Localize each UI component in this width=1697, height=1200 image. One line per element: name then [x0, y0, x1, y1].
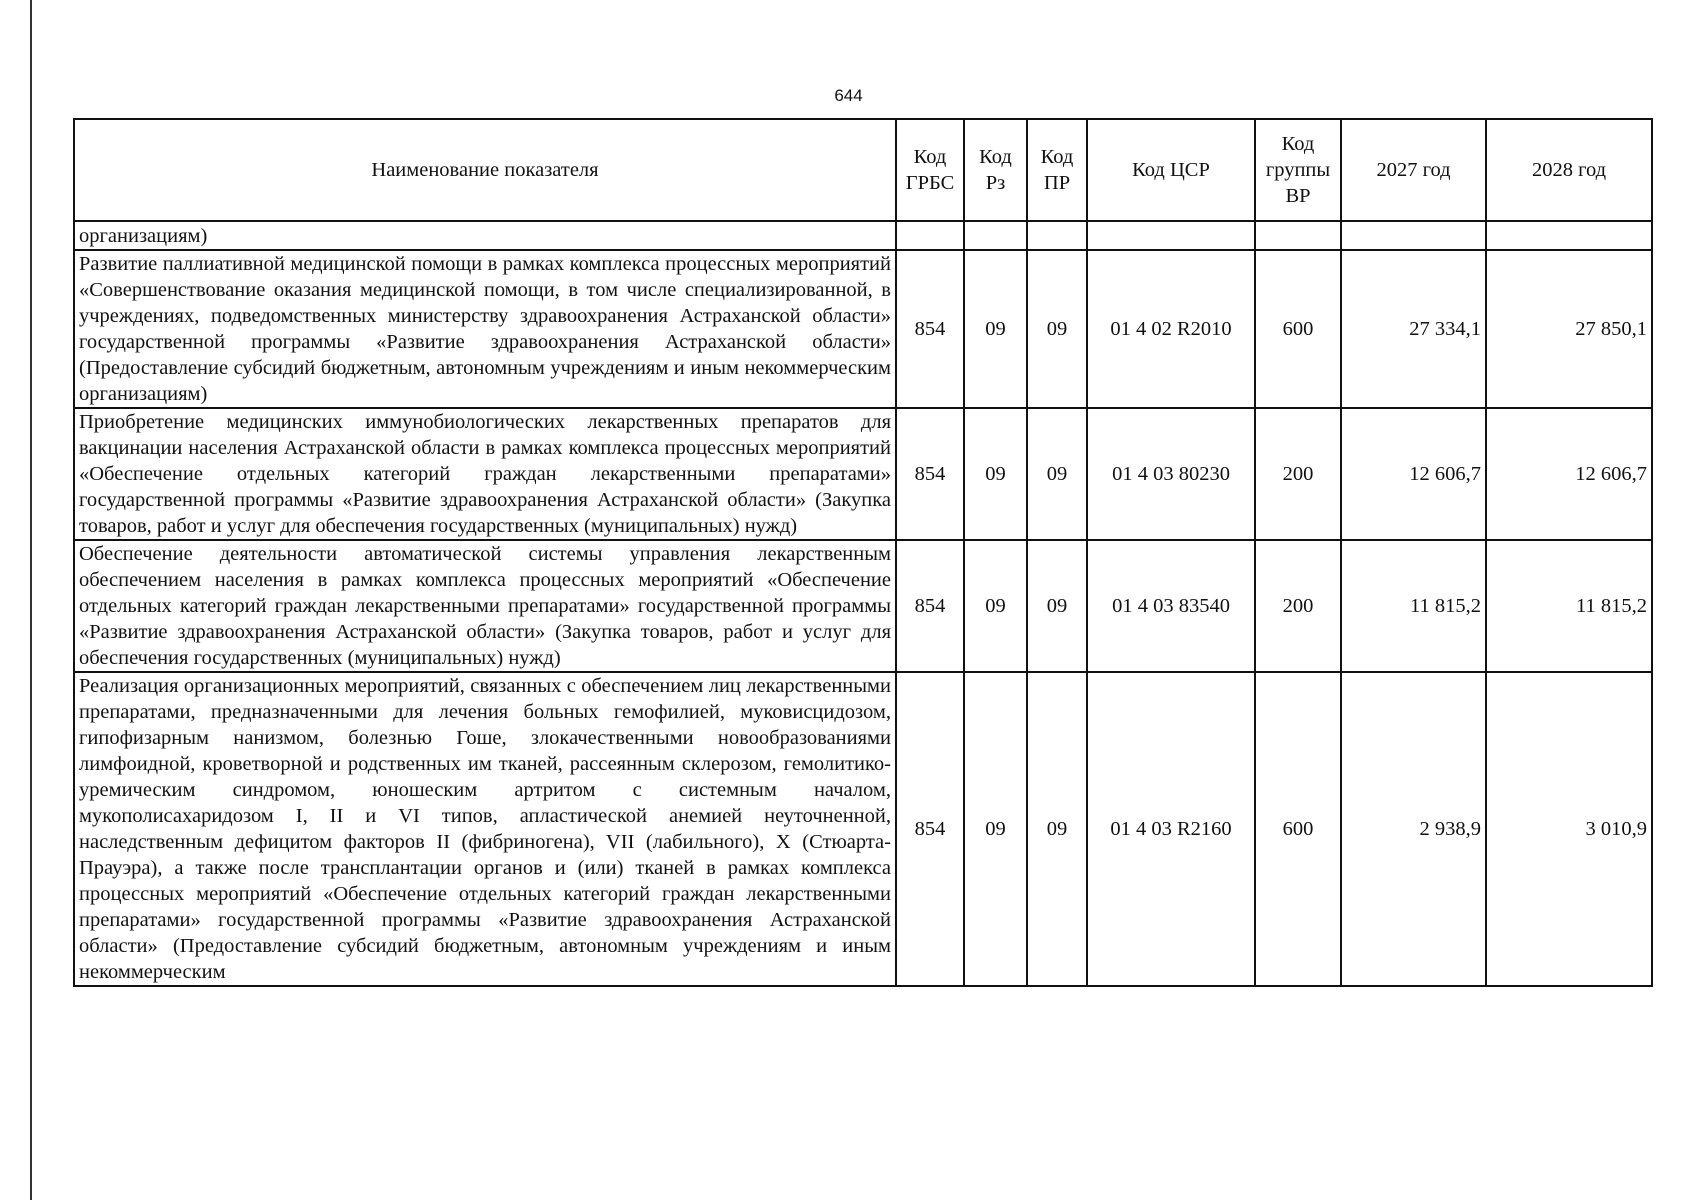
row-name: Приобретение медицинских иммунобиологических лекарственных препаратов для вакцинации населения Астраханской области в рамках комплекса процессных мероприятий «Обеспечение отдельных категорий граждан лекарственными препаратами» государственной программы «Развитие здравоохранения Астраханской области» (Закупка товаров, работ и услуг для обеспечения государственных (муниципальных) нужд)	[74, 408, 896, 540]
row-grbs: 854	[896, 250, 964, 408]
row-vr: 600	[1255, 672, 1341, 986]
header-rz: Код Рз	[964, 119, 1027, 221]
row-2028: 11 815,2	[1486, 540, 1652, 672]
row-2028: 3 010,9	[1486, 672, 1652, 986]
row-grbs: 854	[896, 408, 964, 540]
budget-table	[73, 118, 1653, 987]
row-pr: 09	[1027, 672, 1087, 986]
row-name: организациям)	[74, 221, 896, 250]
row-name: Обеспечение деятельности автоматической системы управления лекарственным обеспечением населения в рамках комплекса процессных мероприятий «Обеспечение отдельных категорий граждан лекарственными препаратами» государственной программы «Развитие здравоохранения Астраханской области» (Закупка товаров, работ и услуг для обеспечения государственных (муниципальных) нужд)	[74, 540, 896, 672]
row-rz	[964, 221, 1027, 250]
row-grbs: 854	[896, 672, 964, 986]
row-vr	[1255, 221, 1341, 250]
row-2028: 27 850,1	[1486, 250, 1652, 408]
row-csr	[1087, 221, 1255, 250]
row-csr: 01 4 03 R2160	[1087, 672, 1255, 986]
margin-rule	[30, 0, 32, 1200]
row-2027	[1341, 221, 1486, 250]
row-2027: 11 815,2	[1341, 540, 1486, 672]
header-grbs: Код ГРБС	[896, 119, 964, 221]
row-grbs: 854	[896, 540, 964, 672]
header-vr: Код группы ВР	[1255, 119, 1341, 221]
row-vr: 600	[1255, 250, 1341, 408]
row-rz: 09	[964, 540, 1027, 672]
row-rz: 09	[964, 250, 1027, 408]
row-2027: 2 938,9	[1341, 672, 1486, 986]
row-2028	[1486, 221, 1652, 250]
table-row	[74, 250, 1652, 408]
table-row	[74, 408, 1652, 540]
header-name: Наименование показателя	[74, 119, 896, 221]
row-name: Реализация организационных мероприятий, связанных с обеспечением лиц лекарственными препаратами, предназначенными для лечения больных гемофилией, муковисцидозом, гипофизарным нанизмом, болезнью Гоше, злокачественными новообразованиями лимфоидной, кроветворной и родственных им тканей, рассеянным склерозом, гемолитико-уремическим синдромом, юношеским артритом с системным началом, мукополисахаридозом I, II и VI типов, апластической анемией неуточненной, наследственным дефицитом факторов II (фибриногена), VII (лабильного), X (Стюарта-Прауэра), а также после трансплантации органов и (или) тканей в рамках комплекса процессных мероприятий «Обеспечение отдельных категорий граждан лекарственными препаратами» государственной программы «Развитие здравоохранения Астраханской области» (Предоставление субсидий бюджетным, автономным учреждениям и иным некоммерческим	[74, 672, 896, 986]
row-vr: 200	[1255, 408, 1341, 540]
row-csr: 01 4 03 83540	[1087, 540, 1255, 672]
row-pr: 09	[1027, 250, 1087, 408]
row-vr: 200	[1255, 540, 1341, 672]
row-pr	[1027, 221, 1087, 250]
header-csr: Код ЦСР	[1087, 119, 1255, 221]
row-name: Развитие паллиативной медицинской помощи в рамках комплекса процессных мероприятий «Совершенствование оказания медицинской помощи, в том числе специализированной, в учреждениях, подведомственных министерству здравоохранения Астраханской области» государственной программы «Развитие здравоохранения Астраханской области» (Предоставление субсидий бюджетным, автономным учреждениям и иным некоммерческим организациям)	[74, 250, 896, 408]
row-2028: 12 606,7	[1486, 408, 1652, 540]
table-row	[74, 672, 1652, 986]
row-csr: 01 4 02 R2010	[1087, 250, 1255, 408]
row-2027: 12 606,7	[1341, 408, 1486, 540]
table-row	[74, 221, 1652, 250]
header-pr: Код ПР	[1027, 119, 1087, 221]
table-row	[74, 540, 1652, 672]
row-grbs	[896, 221, 964, 250]
page-number: 644	[834, 86, 863, 105]
table-header-row	[74, 119, 1652, 221]
header-2028: 2028 год	[1486, 119, 1652, 221]
row-rz: 09	[964, 672, 1027, 986]
row-rz: 09	[964, 408, 1027, 540]
header-2027: 2027 год	[1341, 119, 1486, 221]
row-pr: 09	[1027, 408, 1087, 540]
row-2027: 27 334,1	[1341, 250, 1486, 408]
row-csr: 01 4 03 80230	[1087, 408, 1255, 540]
row-pr: 09	[1027, 540, 1087, 672]
